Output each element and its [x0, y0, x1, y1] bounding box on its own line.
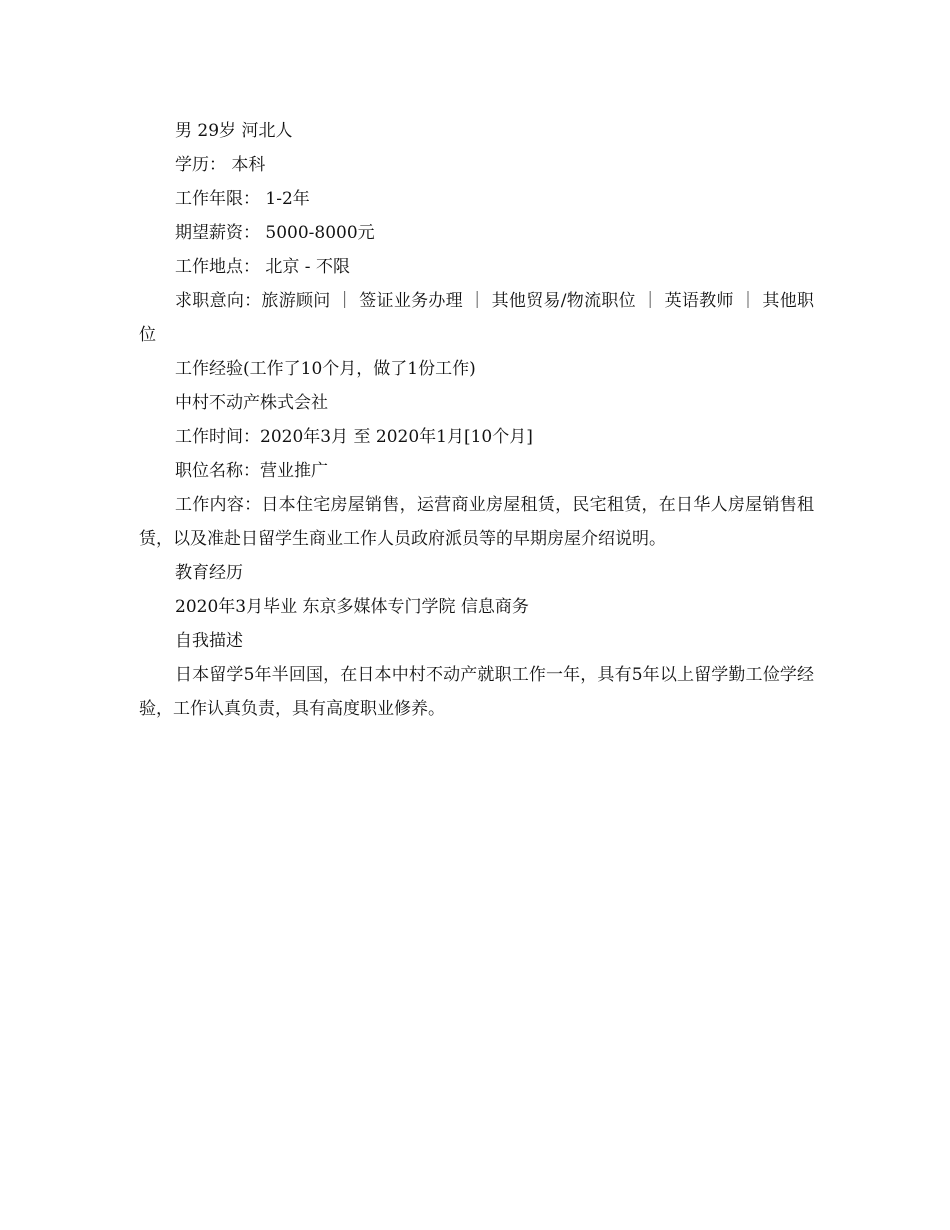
work-period: 工作时间：2020年3月 至 2020年1月[10个月]	[175, 427, 533, 447]
work-years: 工作年限： 1-2年	[175, 189, 310, 209]
expected-salary: 期望薪资： 5000-8000元	[175, 223, 375, 243]
company-name: 中村不动产株式会社	[175, 393, 328, 413]
gender-age-origin: 男 29岁 河北人	[175, 121, 293, 141]
self-description-heading: 自我描述	[175, 631, 243, 651]
position-title: 职位名称：营业推广	[175, 461, 328, 481]
self-description-content: 日本留学5年半回国，在日本中村不动产就职工作一年，具有5年以上留学勤工俭学经验，工作认真负责，具有高度职业修养。	[139, 665, 814, 719]
education-level: 学历： 本科	[175, 155, 266, 175]
resume-document	[139, 114, 814, 726]
experience-heading: 工作经验(工作了10个月，做了1份工作)	[175, 359, 476, 379]
work-location: 工作地点： 北京 - 不限	[175, 257, 350, 277]
work-content: 工作内容：日本住宅房屋销售，运营商业房屋租赁，民宅租赁，在日华人房屋销售租赁，以及准赴日留学生商业工作人员政府派员等的早期房屋介绍说明。	[139, 495, 814, 549]
job-intention: 求职意向：旅游顾问 ｜ 签证业务办理 ｜ 其他贸易/物流职位 ｜ 英语教师 ｜ 其他职位	[139, 291, 814, 345]
education-heading: 教育经历	[175, 563, 243, 583]
education-entry: 2020年3月毕业 东京多媒体专门学院 信息商务	[175, 597, 529, 617]
